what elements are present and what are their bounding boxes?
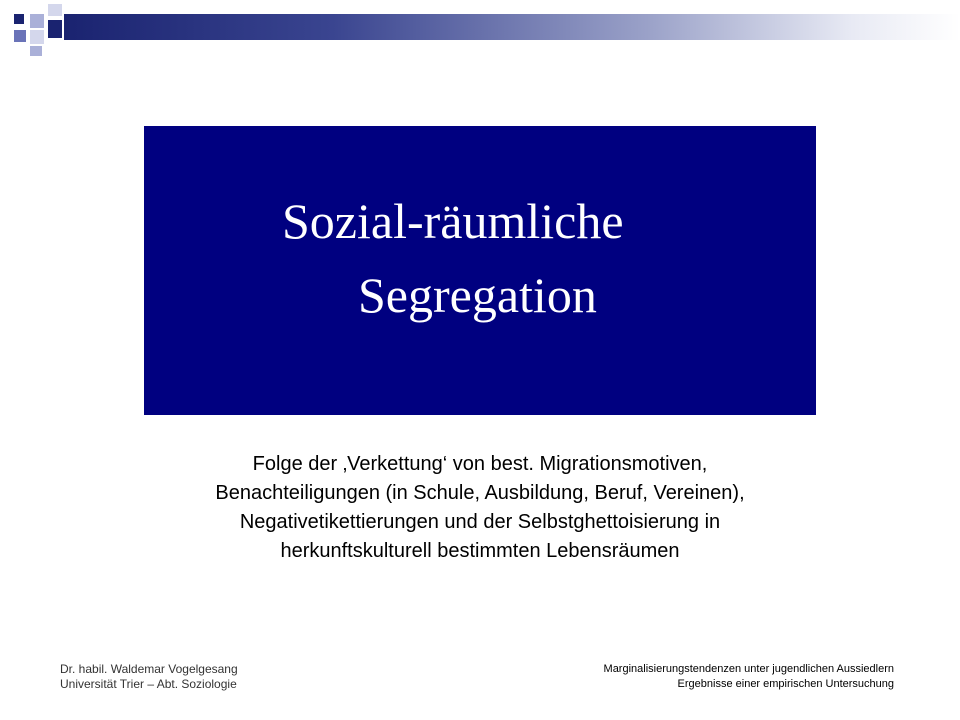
decor-square <box>14 14 24 24</box>
footer-affiliation: Universität Trier – Abt. Soziologie <box>60 677 237 691</box>
decor-square <box>30 46 42 56</box>
footer-topic-title: Marginalisierungstendenzen unter jugendlichen Aussiedlern <box>603 663 894 675</box>
footer-author-name: Dr. habil. Waldemar Vogelgesang <box>60 662 238 676</box>
slide-body-text <box>140 450 820 566</box>
decor-square <box>48 4 62 16</box>
body-line: Folge der ‚Verkettung‘ von best. Migrationsmotiven, <box>252 453 708 475</box>
footer-author <box>60 662 238 692</box>
footer-topic-subtitle: Ergebnisse einer empirischen Untersuchung <box>677 678 894 690</box>
decor-square <box>30 30 44 44</box>
decor-square <box>14 30 26 42</box>
decor-square <box>48 20 62 38</box>
footer-topic <box>604 662 894 692</box>
slide-title-line1: Sozial-räumliche <box>282 193 624 249</box>
body-line: Benachteiligungen (in Schule, Ausbildung, Beruf, Vereinen), <box>215 482 745 504</box>
body-line: Negativetikettierungen und der Selbstghettoisierung in <box>239 511 721 533</box>
header-gradient-band <box>64 14 960 40</box>
decor-square <box>30 14 44 28</box>
body-line: herkunftskulturell bestimmten Lebensräumen <box>280 540 680 562</box>
slide-title-line2: Segregation <box>358 267 597 323</box>
